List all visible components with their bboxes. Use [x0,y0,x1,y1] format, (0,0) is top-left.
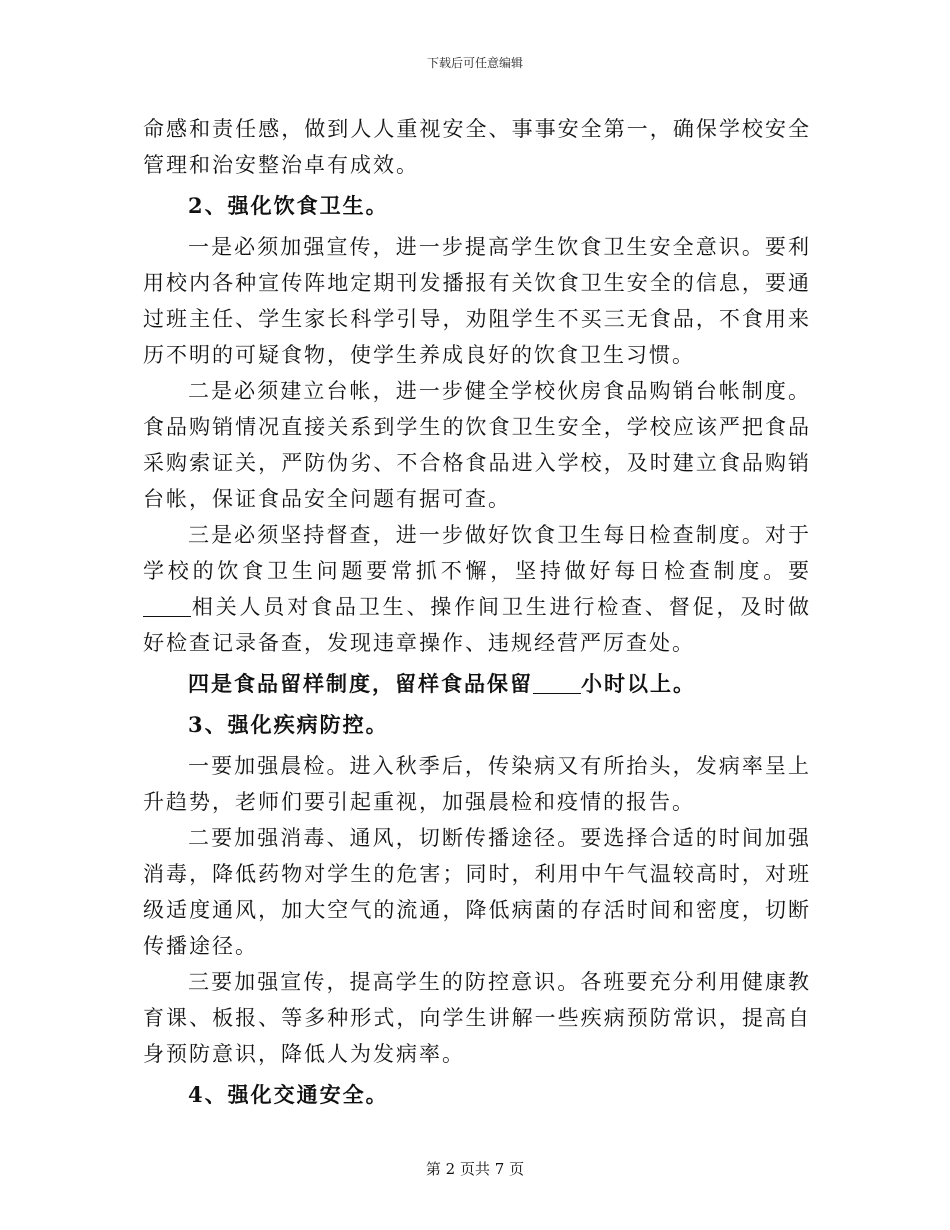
paragraph-inspection [143,517,811,661]
fill-in-blank [143,596,191,617]
sample-text-a: 四是食品留样制度，留样食品保留 [188,671,533,696]
paragraph-disinfection: 二要加强消毒、通风，切断传播途径。要选择合适的时间加强消毒，降低药物对学生的危害；同时，利用中午气温较高时，对班级适度通风，加大空气的流通，降低病菌的存活时间和密度，切断传播途径。 [143,826,811,958]
section-heading-disease-control: 3、强化疾病防控。 [188,712,389,737]
section-heading-food-hygiene: 2、强化饮食卫生。 [188,193,389,218]
paragraph-morning-check: 一要加强晨检。进入秋季后，传染病又有所抬头，发病率呈上升趋势，老师们要引起重视，加强晨检和疫情的报告。 [143,754,811,814]
fill-in-blank [533,673,581,694]
sample-text-b: 小时以上。 [581,671,696,696]
paragraph-continued: 命感和责任感，做到人人重视安全、事事安全第一，确保学校安全管理和治安整治卓有成效。 [143,117,811,177]
section-heading-traffic-safety: 4、强化交通安全。 [188,1082,389,1107]
inspection-text-a: 三是必须坚持督查，进一步做好饮食卫生每日检查制度。对于学校的饮食卫生问题要常抓不懈，坚持做好每日检查制度。要 [143,523,811,583]
page-footer: 第 2 页共 7 页 [425,1160,525,1178]
page-header: 下载后可任意编辑 [426,56,523,70]
paragraph-publicity: 一是必须加强宣传，进一步提高学生饮食卫生安全意识。要利用校内各种宣传阵地定期刊发播报有关饮食卫生安全的信息，要通过班主任、学生家长科学引导，劝阻学生不买三无食品，不食用来历不明的可疑食物，使学生养成良好的饮食卫生习惯。 [143,235,811,367]
paragraph-ledger: 二是必须建立台帐，进一步健全学校伙房食品购销台帐制度。食品购销情况直接关系到学生的饮食卫生安全，学校应该严把食品采购索证关，严防伪劣、不合格食品进入学校，及时建立食品购销台帐，保证食品安全问题有据可查。 [143,379,811,511]
document-body [143,111,811,1118]
paragraph-awareness: 三要加强宣传，提高学生的防控意识。各班要充分利用健康教育课、板报、等多种形式，向学生讲解一些疾病预防常识，提高自身预防意识，降低人为发病率。 [143,970,811,1066]
inspection-text-b: 相关人员对食品卫生、操作间卫生进行检查、督促，及时做好检查记录备查，发现违章操作、违规经营严厉查处。 [143,595,811,655]
paragraph-sample-retention [143,666,811,702]
